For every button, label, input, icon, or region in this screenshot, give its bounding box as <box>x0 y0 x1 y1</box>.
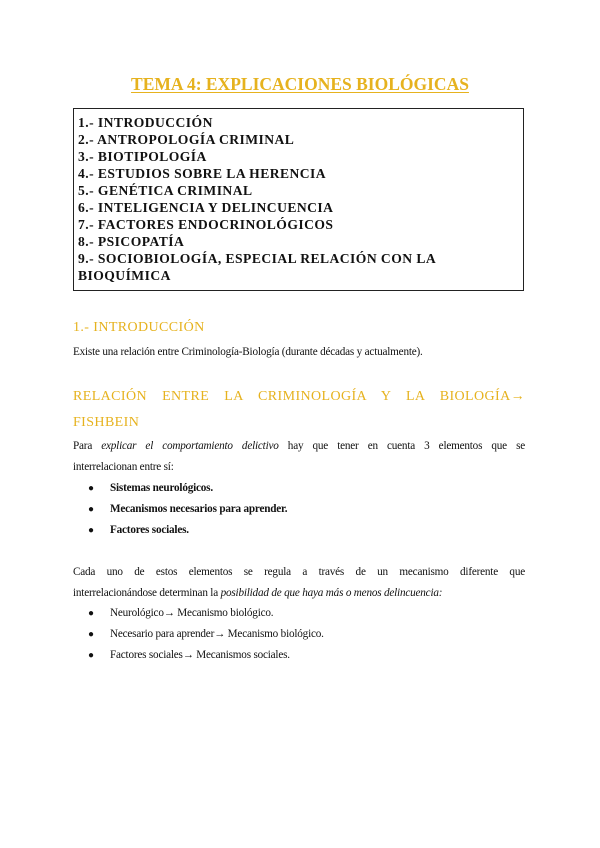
bullet-icon: ● <box>88 525 94 536</box>
heading-line: FISHBEIN <box>73 415 140 430</box>
text: interrelacionándose determinan la <box>73 586 221 599</box>
toc-item: 8.- PSICOPATÍA <box>78 234 185 249</box>
list-item <box>88 520 287 541</box>
toc-item: 9.- SOCIOBIOLOGÍA, ESPECIAL RELACIÓN CON LA BIOQUÍMICA <box>78 251 436 283</box>
bullet-icon: ● <box>88 650 94 661</box>
bullet-icon: ● <box>88 629 94 640</box>
bullet-icon: ● <box>88 608 94 619</box>
paragraph-elements <box>73 436 525 477</box>
list-item <box>88 645 324 666</box>
emphasis-text: explicar el comportamiento delictivo <box>101 440 279 452</box>
paragraph-line: Cada uno de estos elementos se regula a través de un mecanismo diferente que <box>73 566 525 578</box>
bullet-list-elements <box>88 478 287 541</box>
list-item-text: Neurológico→ Mecanismo biológico. <box>110 607 274 619</box>
text: Para <box>73 440 102 452</box>
emphasis-text: posibilidad de que haya más o menos delincuencia: <box>220 586 443 599</box>
list-item-text: Mecanismos necesarios para aprender. <box>110 503 288 515</box>
list-item-text: Factores sociales→ Mecanismos sociales. <box>110 649 290 661</box>
list-item-text: Factores sociales. <box>110 524 189 536</box>
list-item <box>88 478 287 499</box>
toc-item: 6.- INTELIGENCIA Y DELINCUENCIA <box>78 200 334 215</box>
toc-item: 5.- GENÉTICA CRIMINAL <box>78 183 253 198</box>
list-item <box>88 499 287 520</box>
toc-item: 4.- ESTUDIOS SOBRE LA HERENCIA <box>78 166 327 181</box>
list-item <box>88 603 324 624</box>
toc-item: 7.- FACTORES ENDOCRINOLÓGICOS <box>78 217 334 232</box>
heading-line: RELACIÓN ENTRE LA CRIMINOLOGÍA Y LA BIOLOGÍA→ <box>73 389 525 404</box>
paragraph-line <box>73 583 525 604</box>
toc-item: 2.- ANTROPOLOGÍA CRIMINAL <box>78 132 295 147</box>
table-of-contents <box>73 108 524 291</box>
intro-paragraph: Existe una relación entre Criminología-Biología (durante décadas y actualmente). <box>73 346 423 358</box>
section-heading-relacion <box>73 384 525 436</box>
page-title: TEMA 4: EXPLICACIONES BIOLÓGICAS <box>131 74 469 94</box>
list-item-text: Sistemas neurológicos. <box>110 482 213 494</box>
toc-item: 3.- BIOTIPOLOGÍA <box>78 149 207 164</box>
paragraph-mechanisms <box>73 562 525 603</box>
bullet-icon: ● <box>88 483 94 494</box>
section-heading-introduccion: 1.- INTRODUCCIÓN <box>73 320 205 335</box>
bullet-list-mechanisms <box>88 603 324 666</box>
paragraph-line <box>73 436 525 457</box>
paragraph-line: interrelacionan entre sí: <box>73 460 174 473</box>
text: hay que tener en cuenta 3 elementos que se <box>278 440 525 452</box>
toc-item: 1.- INTRODUCCIÓN <box>78 115 213 130</box>
list-item-text: Necesario para aprender→ Mecanismo biológico. <box>110 628 324 640</box>
list-item <box>88 624 324 645</box>
bullet-icon: ● <box>88 504 94 515</box>
